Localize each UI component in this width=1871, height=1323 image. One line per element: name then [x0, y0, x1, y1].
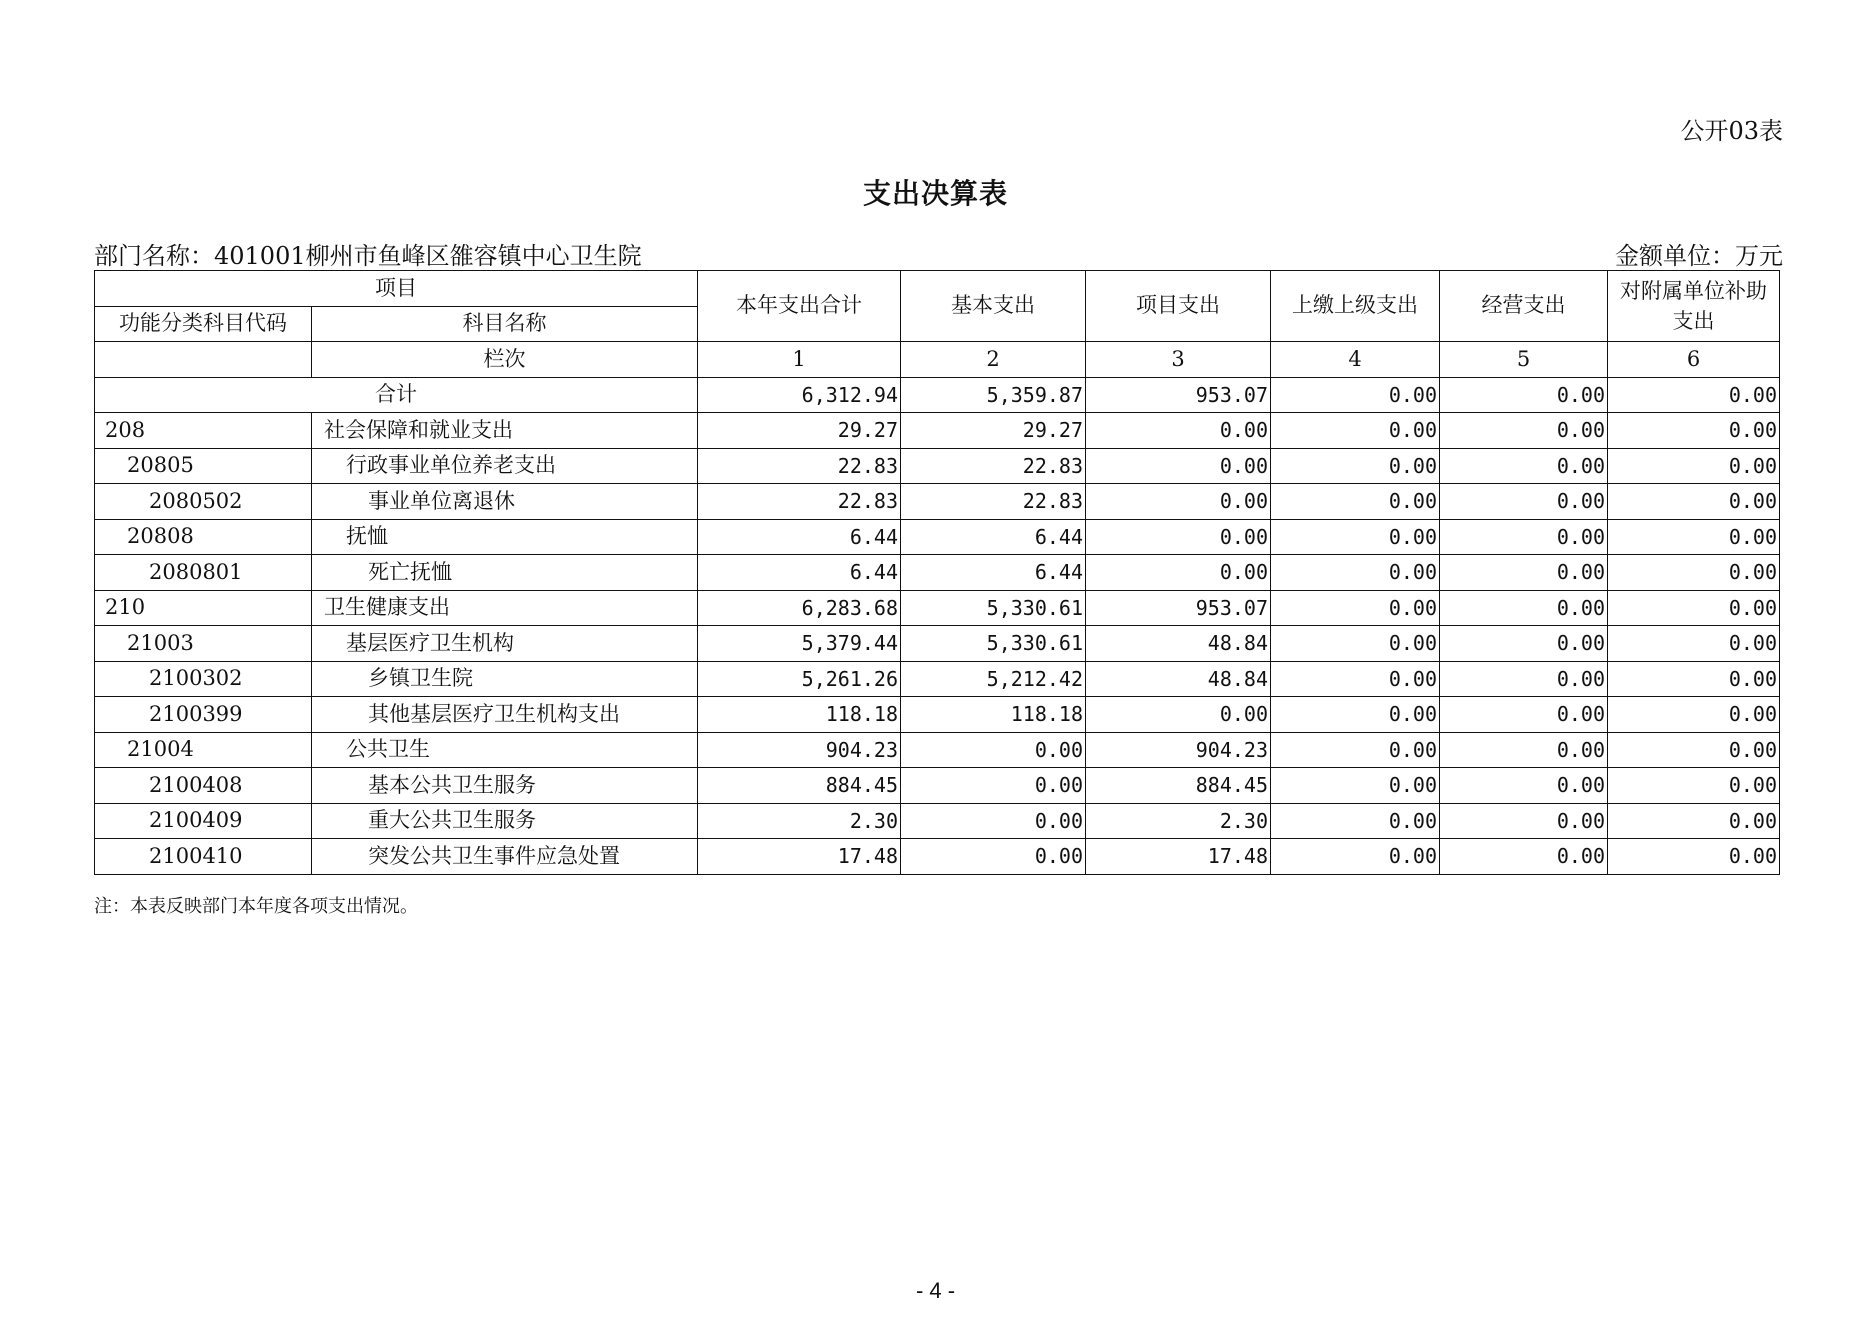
row-value: 48.84 [1086, 626, 1271, 662]
row-value: 0.00 [1271, 626, 1440, 662]
header-item: 项目 [95, 271, 698, 307]
row-value: 0.00 [1271, 590, 1440, 626]
row-value: 29.27 [698, 413, 901, 449]
row-name: 社会保障和就业支出 [312, 413, 698, 449]
column-number: 2 [901, 342, 1086, 378]
row-value: 0.00 [901, 839, 1086, 875]
header-code: 功能分类科目代码 [95, 306, 312, 342]
row-code: 2100408 [95, 768, 312, 804]
row-value: 22.83 [698, 484, 901, 520]
row-value: 0.00 [1608, 697, 1780, 733]
row-code: 2100409 [95, 803, 312, 839]
row-value: 0.00 [1608, 732, 1780, 768]
row-value: 904.23 [1086, 732, 1271, 768]
row-value: 22.83 [901, 484, 1086, 520]
row-value: 48.84 [1086, 661, 1271, 697]
row-value: 0.00 [1608, 768, 1780, 804]
row-value: 884.45 [1086, 768, 1271, 804]
row-value: 0.00 [1440, 484, 1608, 520]
row-value: 0.00 [1440, 661, 1608, 697]
row-name: 事业单位离退休 [312, 484, 698, 520]
total-value: 0.00 [1608, 377, 1780, 413]
row-value: 0.00 [1271, 519, 1440, 555]
row-value: 118.18 [698, 697, 901, 733]
row-code: 21003 [95, 626, 312, 662]
row-value: 0.00 [1608, 626, 1780, 662]
row-value: 22.83 [901, 448, 1086, 484]
row-value: 904.23 [698, 732, 901, 768]
header-upper: 上缴上级支出 [1271, 271, 1440, 342]
table-row [95, 590, 1780, 626]
table-row [95, 484, 1780, 520]
row-value: 0.00 [1440, 448, 1608, 484]
row-value: 0.00 [1086, 413, 1271, 449]
table-row [95, 697, 1780, 733]
row-value: 0.00 [1440, 519, 1608, 555]
table-row [95, 413, 1780, 449]
row-value: 5,212.42 [901, 661, 1086, 697]
total-row [95, 377, 1780, 413]
row-value: 0.00 [1086, 484, 1271, 520]
row-value: 0.00 [1271, 697, 1440, 733]
table-row [95, 555, 1780, 591]
row-value: 0.00 [1608, 590, 1780, 626]
row-value: 0.00 [1440, 697, 1608, 733]
row-name: 死亡抚恤 [312, 555, 698, 591]
page-number: - 4 - [915, 1278, 956, 1303]
row-value: 5,330.61 [901, 626, 1086, 662]
row-value: 0.00 [1271, 732, 1440, 768]
row-name: 重大公共卫生服务 [312, 803, 698, 839]
row-code: 210 [95, 590, 312, 626]
row-name: 行政事业单位养老支出 [312, 448, 698, 484]
row-code: 2080801 [95, 555, 312, 591]
row-value: 0.00 [1271, 448, 1440, 484]
row-value: 17.48 [698, 839, 901, 875]
total-value: 0.00 [1271, 377, 1440, 413]
row-value: 0.00 [1440, 732, 1608, 768]
column-label: 栏次 [312, 342, 698, 378]
row-value: 0.00 [1608, 661, 1780, 697]
page-title: 支出决算表 [862, 177, 1008, 210]
department-name: 部门名称：401001柳州市鱼峰区雒容镇中心卫生院 [94, 242, 642, 270]
row-value: 0.00 [1440, 626, 1608, 662]
total-value: 953.07 [1086, 377, 1271, 413]
row-value: 0.00 [1271, 413, 1440, 449]
column-number: 5 [1440, 342, 1608, 378]
row-name: 卫生健康支出 [312, 590, 698, 626]
row-value: 884.45 [698, 768, 901, 804]
footnote: 注：本表反映部门本年度各项支出情况。 [94, 896, 418, 917]
table-row [95, 448, 1780, 484]
column-number: 3 [1086, 342, 1271, 378]
table-row [95, 626, 1780, 662]
table-row [95, 803, 1780, 839]
row-value: 0.00 [1271, 555, 1440, 591]
row-value: 0.00 [1608, 839, 1780, 875]
row-code: 2080502 [95, 484, 312, 520]
row-name: 基本公共卫生服务 [312, 768, 698, 804]
header-total: 本年支出合计 [698, 271, 901, 342]
row-value: 0.00 [1271, 661, 1440, 697]
row-value: 6.44 [698, 519, 901, 555]
row-value: 29.27 [901, 413, 1086, 449]
row-value: 0.00 [1086, 448, 1271, 484]
row-name: 抚恤 [312, 519, 698, 555]
row-value: 0.00 [1271, 768, 1440, 804]
header-project: 项目支出 [1086, 271, 1271, 342]
row-value: 0.00 [1608, 484, 1780, 520]
blank-cell [95, 342, 312, 378]
row-value: 0.00 [1608, 803, 1780, 839]
row-value: 5,379.44 [698, 626, 901, 662]
row-value: 0.00 [1440, 803, 1608, 839]
row-value: 0.00 [1608, 555, 1780, 591]
row-value: 953.07 [1086, 590, 1271, 626]
row-value: 0.00 [901, 803, 1086, 839]
total-value: 6,312.94 [698, 377, 901, 413]
row-value: 0.00 [1608, 448, 1780, 484]
row-value: 6,283.68 [698, 590, 901, 626]
column-number: 6 [1608, 342, 1780, 378]
row-value: 0.00 [1271, 484, 1440, 520]
form-code: 公开03表 [1680, 117, 1783, 145]
row-name: 基层医疗卫生机构 [312, 626, 698, 662]
total-value: 0.00 [1440, 377, 1608, 413]
row-code: 21004 [95, 732, 312, 768]
row-value: 0.00 [1608, 519, 1780, 555]
row-value: 2.30 [698, 803, 901, 839]
row-value: 6.44 [698, 555, 901, 591]
total-value: 5,359.87 [901, 377, 1086, 413]
header-basic: 基本支出 [901, 271, 1086, 342]
row-value: 118.18 [901, 697, 1086, 733]
row-code: 20805 [95, 448, 312, 484]
row-value: 2.30 [1086, 803, 1271, 839]
row-value: 0.00 [1440, 413, 1608, 449]
row-name: 其他基层医疗卫生机构支出 [312, 697, 698, 733]
total-label: 合计 [95, 377, 698, 413]
row-value: 5,261.26 [698, 661, 901, 697]
column-number: 4 [1271, 342, 1440, 378]
row-value: 22.83 [698, 448, 901, 484]
header-subsidy: 对附属单位补助支出 [1608, 271, 1780, 342]
header-name: 科目名称 [312, 306, 698, 342]
amount-unit: 金额单位：万元 [1615, 242, 1783, 270]
row-value: 0.00 [1440, 768, 1608, 804]
header-business: 经营支出 [1440, 271, 1608, 342]
table-row [95, 768, 1780, 804]
row-value: 0.00 [901, 768, 1086, 804]
row-value: 6.44 [901, 519, 1086, 555]
row-value: 0.00 [1271, 839, 1440, 875]
row-value: 0.00 [1271, 803, 1440, 839]
row-value: 0.00 [1440, 555, 1608, 591]
row-value: 0.00 [1440, 590, 1608, 626]
row-name: 乡镇卫生院 [312, 661, 698, 697]
table-row [95, 732, 1780, 768]
row-code: 2100302 [95, 661, 312, 697]
row-value: 5,330.61 [901, 590, 1086, 626]
row-code: 208 [95, 413, 312, 449]
table-row [95, 661, 1780, 697]
expenditure-table [94, 270, 1780, 875]
row-name: 突发公共卫生事件应急处置 [312, 839, 698, 875]
row-value: 0.00 [901, 732, 1086, 768]
row-value: 0.00 [1086, 519, 1271, 555]
table-row [95, 519, 1780, 555]
row-value: 0.00 [1086, 697, 1271, 733]
row-code: 20808 [95, 519, 312, 555]
header-row-1 [95, 271, 1780, 307]
row-value: 17.48 [1086, 839, 1271, 875]
row-code: 2100410 [95, 839, 312, 875]
row-value: 0.00 [1086, 555, 1271, 591]
column-number: 1 [698, 342, 901, 378]
row-value: 0.00 [1440, 839, 1608, 875]
column-number-row [95, 342, 1780, 378]
row-value: 6.44 [901, 555, 1086, 591]
row-value: 0.00 [1608, 413, 1780, 449]
row-name: 公共卫生 [312, 732, 698, 768]
table-row [95, 839, 1780, 875]
row-code: 2100399 [95, 697, 312, 733]
